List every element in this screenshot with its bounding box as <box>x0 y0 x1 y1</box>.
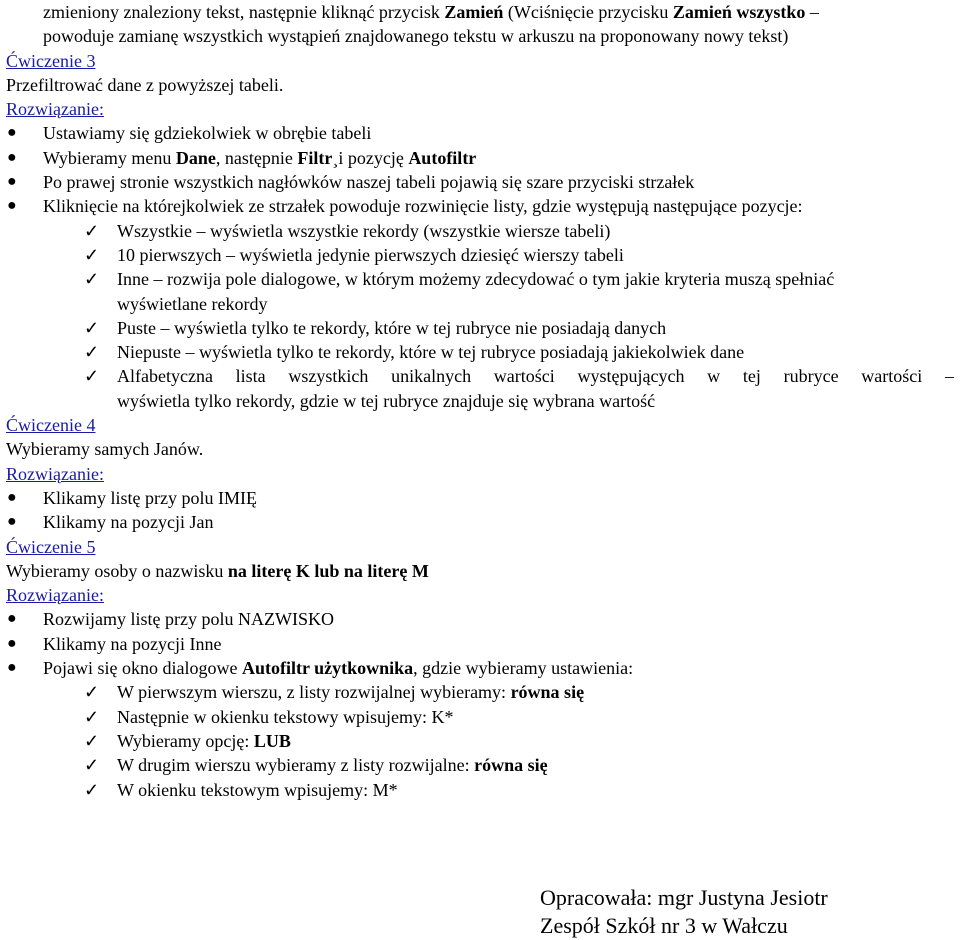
bold-text: na literę K lub na literę M <box>227 560 429 581</box>
list-item <box>6 121 954 145</box>
text: (Wciśnięcie przycisku <box>503 2 673 22</box>
text: , następnie <box>215 147 298 168</box>
document-page <box>6 0 954 802</box>
list-item <box>6 146 954 170</box>
exercise-5-task <box>6 559 954 583</box>
list-item <box>6 607 954 631</box>
text: Wybieramy menu <box>43 147 176 168</box>
text: W pierwszym wierszu, z listy rozwijalnej wybieramy: <box>117 682 511 703</box>
checkmark-icon: ✓ <box>84 244 100 265</box>
exercise-3-task: Przefiltrować dane z powyższej tabeli. <box>6 74 284 95</box>
text: Alfabetyczna lista wszystkich unikalnych wartości występujących w tej rubryce wartości – <box>117 366 954 387</box>
text: W okienku tekstowym wpisujemy: M* <box>117 779 398 800</box>
checkmark-icon: ✓ <box>84 755 100 776</box>
bold-text: LUB <box>253 730 291 751</box>
text: zmieniony znaleziony tekst, następnie kliknąć przycisk <box>43 2 445 22</box>
text: – <box>805 2 819 22</box>
check-item <box>6 680 954 704</box>
intro-line-2: powoduje zamianę wszystkich wystąpień znajdowanego tekstu w arkuszu na proponowany nowy tekst) <box>43 26 789 47</box>
list-item <box>6 632 954 656</box>
author-line: Opracowała: mgr Justyna Jesiotr <box>540 885 828 910</box>
check-item <box>6 267 954 291</box>
checkmark-icon: ✓ <box>84 779 100 800</box>
checkmark-icon: ✓ <box>84 220 100 241</box>
bold-text: Zamień wszystko <box>672 2 806 22</box>
text: Ustawiamy się gdziekolwiek w obrębie tabeli <box>43 123 372 144</box>
checkmark-icon: ✓ <box>84 342 100 363</box>
text: Inne – rozwija pole dialogowe, w którym możemy zdecydować o tym jakie kryteria muszą spełniać <box>117 269 835 290</box>
check-item <box>6 729 954 753</box>
text: Rozwijamy listę przy polu NAZWISKO <box>43 609 334 630</box>
text: W drugim wierszu wybieramy z listy rozwijalne: <box>117 755 475 776</box>
text: Niepuste – wyświetla tylko te rekordy, które w tej rubryce posiadają jakiekolwiek dane <box>117 342 745 363</box>
text: ¸i pozycję <box>332 147 409 168</box>
text: Wybieramy osoby o nazwisku <box>6 560 228 581</box>
exercise-5-solution-label: Rozwiązanie: <box>6 585 104 606</box>
list-item <box>6 170 954 194</box>
check-item <box>6 340 954 364</box>
bullet-icon: ● <box>7 197 17 215</box>
text: Wszystkie – wyświetla wszystkie rekordy (wszystkie wiersze tabeli) <box>117 220 611 241</box>
checkmark-icon: ✓ <box>84 730 100 751</box>
check-item <box>6 364 954 388</box>
intro-line-1 <box>6 0 954 24</box>
exercise-4-title: Ćwiczenie 4 <box>6 415 96 436</box>
text: Następnie w okienku tekstowy wpisujemy: K* <box>117 706 454 727</box>
text: Po prawej stronie wszystkich nagłówków naszej tabeli pojawią się szare przyciski strzałek <box>43 172 695 193</box>
text: Puste – wyświetla tylko te rekordy, które w tej rubryce nie posiadają danych <box>117 317 667 338</box>
check-item <box>6 705 954 729</box>
bullet-icon: ● <box>7 513 17 531</box>
text: Kliknięcie na którejkolwiek ze strzałek powoduje rozwinięcie listy, gdzie występują następujące pozycje: <box>43 196 803 217</box>
check-item-continuation: wyświetla tylko rekordy, gdzie w tej rubryce znajduje się wybrana wartość <box>117 390 656 411</box>
bold-text: równa się <box>474 755 548 776</box>
bullet-icon: ● <box>7 148 17 166</box>
check-item <box>6 753 954 777</box>
bold-text: Filtr <box>297 147 333 168</box>
check-item-continuation: wyświetlane rekordy <box>117 293 268 314</box>
bold-text: Zamień <box>444 2 504 22</box>
exercise-3-solution-label: Rozwiązanie: <box>6 99 104 120</box>
bold-text: Dane <box>175 147 216 168</box>
text: Klikamy na pozycji Jan <box>43 512 214 533</box>
checkmark-icon: ✓ <box>84 269 100 290</box>
bullet-icon: ● <box>7 173 17 191</box>
list-item <box>6 656 954 680</box>
text: Pojawi się okno dialogowe <box>43 658 242 679</box>
check-item <box>6 316 954 340</box>
checkmark-icon: ✓ <box>84 317 100 338</box>
text: 10 pierwszych – wyświetla jedynie pierwszych dziesięć wierszy tabeli <box>117 244 624 265</box>
bold-text: równa się <box>510 682 585 703</box>
checkmark-icon: ✓ <box>84 366 100 387</box>
list-item <box>6 510 954 534</box>
text: Klikamy listę przy polu IMIĘ <box>43 487 257 508</box>
bullet-icon: ● <box>7 488 17 506</box>
text: , gdzie wybieramy ustawienia: <box>413 658 634 679</box>
bullet-icon: ● <box>7 610 17 628</box>
text: Klikamy na pozycji Inne <box>43 633 222 654</box>
check-item <box>6 219 954 243</box>
checkmark-icon: ✓ <box>84 706 100 727</box>
bullet-icon: ● <box>7 659 17 677</box>
exercise-4-solution-label: Rozwiązanie: <box>6 463 104 484</box>
list-item <box>6 194 954 218</box>
text: Wybieramy opcję: <box>117 730 254 751</box>
exercise-5-title: Ćwiczenie 5 <box>6 536 96 557</box>
bold-text: Autofiltr <box>408 147 477 168</box>
check-item <box>6 778 954 802</box>
bold-text: Autofiltr użytkownika <box>241 658 414 679</box>
exercise-3-title: Ćwiczenie 3 <box>6 50 96 71</box>
school-line: Zespół Szkół nr 3 w Wałczu <box>540 913 788 938</box>
list-item <box>6 486 954 510</box>
footer-signature <box>540 884 828 940</box>
exercise-4-task: Wybieramy samych Janów. <box>6 439 204 460</box>
bullet-icon: ● <box>7 634 17 652</box>
check-item <box>6 243 954 267</box>
bullet-icon: ● <box>7 124 17 142</box>
checkmark-icon: ✓ <box>84 682 100 703</box>
